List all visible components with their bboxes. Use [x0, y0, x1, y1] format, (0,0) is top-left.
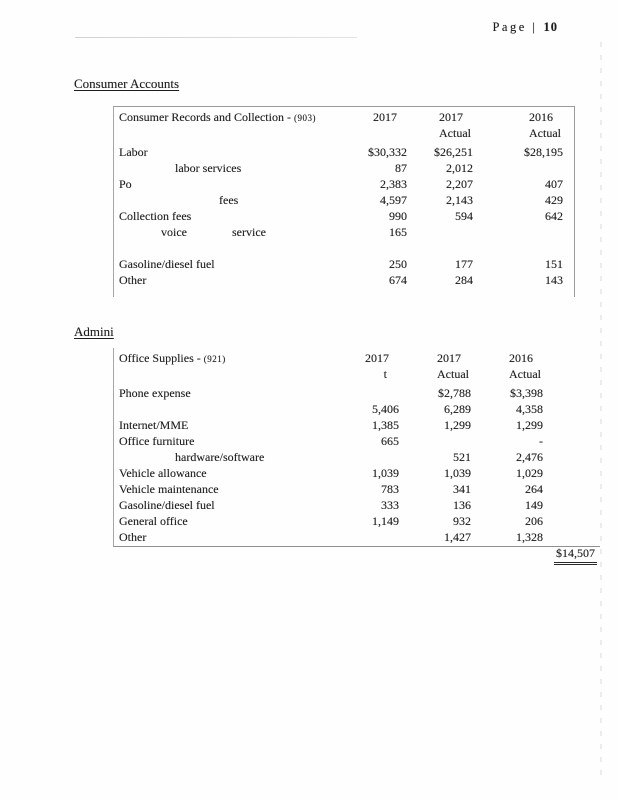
- row-value: 341: [453, 482, 471, 496]
- row-value: 136: [453, 498, 471, 512]
- row-label-secondary: service: [232, 225, 266, 239]
- row-label: Vehicle allowance: [119, 466, 207, 480]
- row-label: Office furniture: [119, 434, 195, 448]
- table-row: [119, 208, 561, 224]
- row-value: [473, 160, 563, 176]
- row-label: Labor: [119, 145, 148, 159]
- row-value: 177: [455, 257, 473, 271]
- row-value: 1,299: [444, 418, 471, 432]
- row-value: 5,406: [372, 402, 399, 416]
- table-row: [119, 497, 543, 513]
- column-header-2017: 2017: [365, 351, 389, 365]
- page-label: Page |: [492, 20, 538, 34]
- row-value: 1,039: [372, 466, 399, 480]
- row-value: 2,476: [516, 450, 543, 464]
- table-row: [119, 465, 543, 481]
- row-value: 206: [525, 514, 543, 528]
- row-label: Gasoline/diesel fuel: [119, 498, 215, 512]
- row-label: General office: [119, 514, 188, 528]
- row-value: [324, 529, 399, 545]
- table-row: [119, 256, 561, 272]
- column-subheader: Actual: [439, 126, 471, 140]
- section-heading-admini: Admini: [74, 324, 114, 339]
- table-row: [119, 192, 561, 208]
- column-subheader: Actual: [509, 367, 541, 381]
- table-row: [119, 224, 561, 240]
- consumer-records-table: [113, 106, 575, 297]
- table-row: [119, 160, 561, 176]
- row-value: 1,427: [444, 530, 471, 544]
- table-row: [119, 513, 543, 529]
- row-value: 2,012: [446, 161, 473, 175]
- table-row: [119, 401, 543, 417]
- column-subheader: Actual: [437, 367, 469, 381]
- row-value: 1,328: [516, 530, 543, 544]
- row-value: $30,332: [368, 145, 407, 159]
- row-value: 783: [381, 482, 399, 496]
- row-value: [329, 240, 407, 256]
- table-row: [119, 449, 543, 465]
- row-value: 1,029: [516, 466, 543, 480]
- row-label: hardware/software: [175, 450, 265, 464]
- row-value: 149: [525, 498, 543, 512]
- row-label: Phone expense: [119, 386, 191, 400]
- table-row: [119, 417, 543, 433]
- row-label: fees: [219, 193, 239, 207]
- row-value: 1,385: [372, 418, 399, 432]
- row-value: [473, 224, 563, 240]
- row-value: 932: [453, 514, 471, 528]
- row-value: 990: [389, 209, 407, 223]
- row-value: $3,398: [510, 386, 543, 400]
- table-code: (903): [293, 113, 316, 123]
- row-value: [399, 433, 471, 449]
- table-row: [119, 272, 561, 288]
- row-value: 264: [525, 482, 543, 496]
- column-header-2016-actual: 2016: [509, 351, 533, 365]
- scan-artifact: [600, 42, 602, 782]
- row-label: Other: [119, 530, 147, 544]
- column-header-2017: 2017: [373, 110, 397, 124]
- row-value: 165: [389, 225, 407, 239]
- column-subheader: [119, 126, 329, 141]
- row-value: 521: [453, 450, 471, 464]
- row-value: 4,597: [380, 193, 407, 207]
- table-row: [119, 529, 543, 545]
- row-value: 1,149: [372, 514, 399, 528]
- column-header-2016-actual: 2016: [529, 110, 553, 124]
- header-rule: [75, 37, 357, 38]
- row-label: Vehicle maintenance: [119, 482, 219, 496]
- page-number: 10: [543, 20, 558, 34]
- row-label: Po: [119, 177, 132, 191]
- row-value: 333: [381, 498, 399, 512]
- row-label: Other: [119, 273, 147, 287]
- table-title-text: Consumer Records and Collection -: [119, 110, 291, 124]
- row-value: 250: [389, 257, 407, 271]
- table-code: (921): [203, 354, 226, 364]
- row-value: [324, 449, 399, 465]
- row-value: -: [539, 434, 543, 448]
- row-value: 2,383: [380, 177, 407, 191]
- row-value: 87: [395, 161, 407, 175]
- column-subheader: t: [383, 367, 387, 381]
- row-value: 2,143: [446, 193, 473, 207]
- row-value: 4,358: [516, 402, 543, 416]
- grand-total: $14,507: [554, 546, 597, 565]
- row-label: Collection fees: [119, 209, 192, 223]
- row-label: labor services: [175, 161, 242, 175]
- table-row: [119, 385, 543, 401]
- row-value: 151: [545, 257, 563, 271]
- row-value: 2,207: [446, 177, 473, 191]
- row-value: 665: [381, 434, 399, 448]
- table-row: [119, 240, 561, 256]
- row-value: 407: [545, 177, 563, 191]
- row-value: $26,251: [434, 145, 473, 159]
- column-header-2017-actual: 2017: [437, 351, 461, 365]
- section-heading-consumer-accounts: Consumer Accounts: [74, 76, 180, 91]
- row-value: $2,788: [438, 386, 471, 400]
- row-label: [119, 401, 324, 417]
- row-value: 1,039: [444, 466, 471, 480]
- table-row: [119, 176, 561, 192]
- table-row: [119, 433, 543, 449]
- column-subheader: Actual: [529, 126, 561, 140]
- row-value: 642: [545, 209, 563, 223]
- page-number-header: [492, 20, 558, 35]
- table-row: [119, 481, 543, 497]
- office-supplies-table: [113, 348, 600, 547]
- table-header-row: [119, 351, 543, 382]
- row-value: 594: [455, 209, 473, 223]
- row-label: voice service: [161, 225, 266, 239]
- row-value: 1,299: [516, 418, 543, 432]
- row-value: [407, 224, 473, 240]
- column-header-2017-actual: 2017: [439, 110, 463, 124]
- row-label: [119, 240, 329, 256]
- row-label: Internet/MME: [119, 418, 189, 432]
- row-value: 143: [545, 273, 563, 287]
- table-title-text: Office Supplies -: [119, 351, 201, 365]
- table-title: [119, 351, 324, 367]
- column-subheader: [119, 367, 324, 382]
- column-subheader: [329, 126, 407, 141]
- table-title: [119, 110, 329, 126]
- table-body: [119, 144, 561, 288]
- row-value: 674: [389, 273, 407, 287]
- row-value: 429: [545, 193, 563, 207]
- row-value: 6,289: [444, 402, 471, 416]
- table-body: [119, 385, 600, 545]
- table-header-row: [119, 110, 561, 141]
- row-value: [473, 240, 563, 256]
- row-value: 284: [455, 273, 473, 287]
- row-label: Gasoline/diesel fuel: [119, 257, 215, 271]
- table-row: [119, 144, 561, 160]
- row-value: $28,195: [524, 145, 563, 159]
- row-value: [324, 385, 399, 401]
- row-value: [407, 240, 473, 256]
